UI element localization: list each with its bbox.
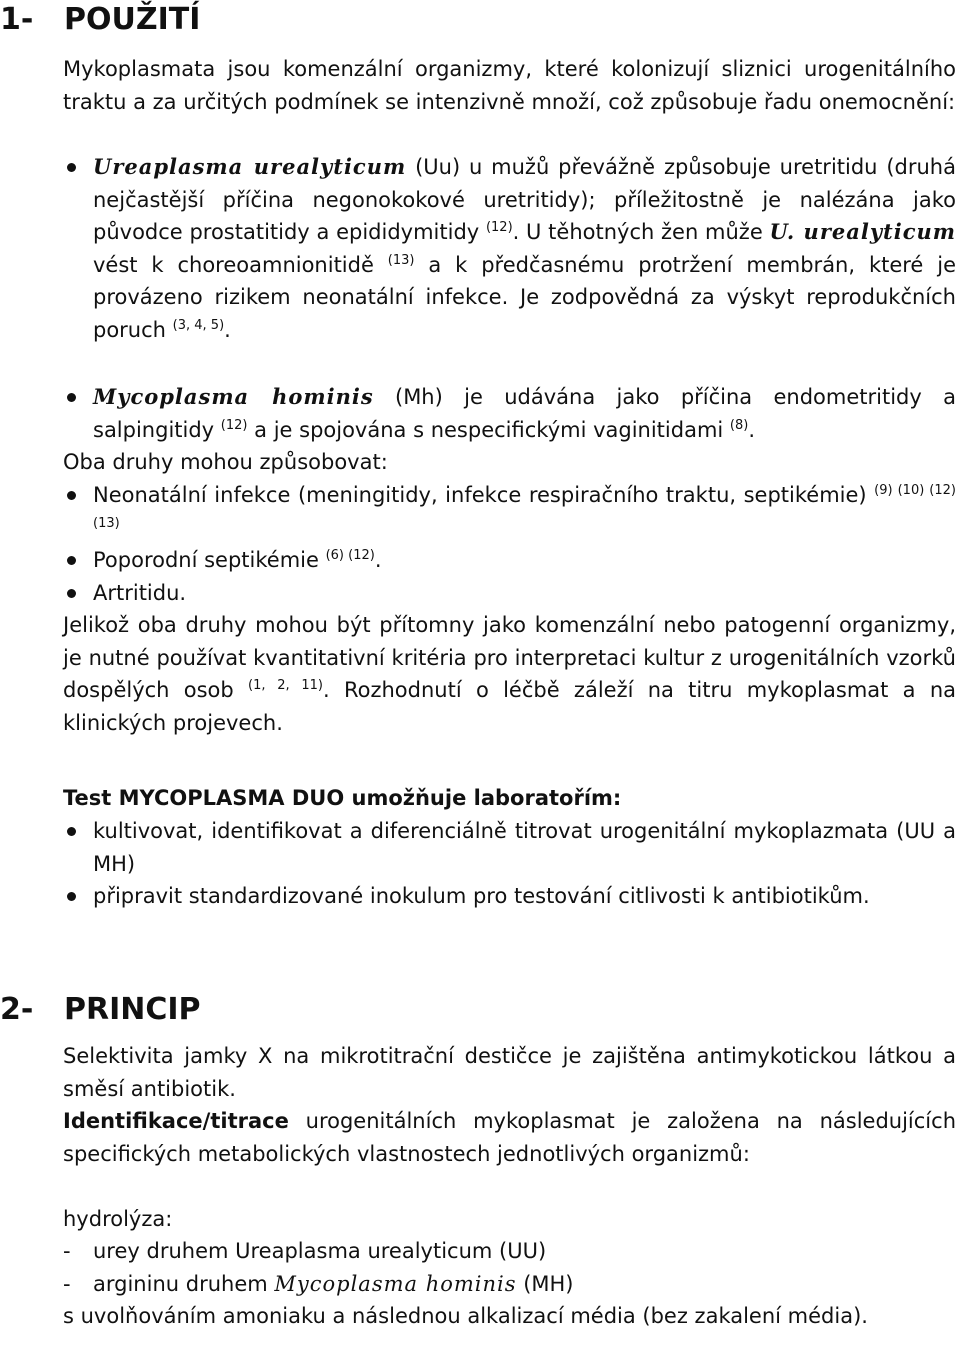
- selectivity-paragraph: Selektivita jamky X na mikrotitrační destičce je zajištěna antimykotickou látkou a směsí antibiotik.: [63, 1044, 956, 1101]
- section-2-title: PRINCIP: [64, 992, 201, 1027]
- bullet-text: a je spojována s nespecifickými vaginitidami: [247, 417, 730, 442]
- bullet-arthritis: [63, 577, 956, 610]
- bullet-ureaplasma: [63, 151, 956, 347]
- section-2-number: 2-: [0, 992, 34, 1027]
- bullet-mycoplasma-hominis: [63, 381, 956, 446]
- reference: (9) (10) (12) (13): [93, 483, 956, 531]
- test-bullet-cultivate: [63, 815, 956, 880]
- bullet-text: Neonatální infekce (meningitidy, infekce respiračního traktu, septikémie): [93, 483, 875, 507]
- bullet-text: .: [374, 548, 382, 572]
- section-1-title: POUŽITÍ: [64, 2, 201, 37]
- dash-marker: -: [63, 1239, 71, 1263]
- bullet-text: .: [748, 417, 756, 442]
- paragraph-text: . Rozhodnutí o léčbě záleží na titru mykoplasmat a na klinických projevech.: [63, 678, 956, 735]
- intro-paragraph: Mykoplasmata jsou komenzální organizmy, které kolonizují sliznici urogenitálního traktu a za určitých podmínek se intenzivně množí, což způsobuje řadu onemocnění:: [63, 57, 956, 114]
- bullet-dot-icon: [67, 589, 76, 598]
- test-bullet-inoculum: [63, 880, 956, 913]
- reference: (12): [220, 417, 248, 433]
- bullet-text: kultivovat, identifikovat a diferenciálně titrovat urogenitální mykoplazmata (UU a MH): [93, 819, 956, 876]
- section-1-number: 1-: [0, 2, 34, 37]
- bullet-text: a k předčasnému protržení membrán, které je provázeno rizikem neonatální infekce. Je zodpovědná za výskyt reprodukčních poruch: [93, 252, 956, 342]
- bullet-text: vést k choreoamnionitidě: [93, 252, 388, 277]
- dash-item-arginine: [63, 1268, 574, 1301]
- dash-text: (MH): [516, 1272, 574, 1296]
- bullet-text: . U těhotných žen může: [512, 220, 770, 245]
- reference: (8): [729, 417, 749, 433]
- test-heading: Test MYCOPLASMA DUO umožňuje laboratořím:: [63, 786, 622, 810]
- bullet-postpartum: [63, 544, 956, 577]
- bullet-dot-icon: [67, 892, 76, 901]
- identification-paragraph: [63, 1105, 956, 1170]
- reference: (3, 4, 5): [172, 317, 225, 333]
- reference: (1, 2, 11): [248, 678, 324, 694]
- reference: (6) (12): [325, 548, 375, 563]
- section-2-heading: [0, 992, 201, 1028]
- bullet-dot-icon: [67, 393, 76, 402]
- reference: (12): [485, 220, 513, 236]
- reference: (13): [387, 252, 415, 268]
- bullet-text: .: [224, 317, 231, 342]
- bullet-text: (Mh) je udávána jako příčina endometritidy a salpingitidy: [93, 385, 957, 442]
- paragraph-text: urogenitálních mykoplasmat je založena na následujících specifických metabolických vlastnostech jednotlivých organizmů:: [63, 1109, 956, 1166]
- quantitative-criteria-paragraph: [63, 609, 956, 739]
- paragraph-text: Jelikož oba druhy mohou být přítomny jako komenzální nebo patogenní organizmy, je nutné používat kvantitativní kritéria pro interpretaci kultur z urogenitálních vzorků dospělých osob: [63, 613, 956, 703]
- dash-item-urea: [63, 1235, 546, 1268]
- bullet-dot-icon: [67, 556, 76, 565]
- species-short: U. urealyticum: [769, 219, 956, 245]
- closing-paragraph: s uvolňováním amoniaku a následnou alkalizací média (bez zakalení média).: [63, 1304, 868, 1328]
- bullet-neonatal: [63, 479, 956, 544]
- hydrolysis-label: hydrolýza:: [63, 1207, 173, 1231]
- bullet-dot-icon: [67, 491, 76, 500]
- species-mycoplasma-hominis: Mycoplasma hominis: [274, 1272, 517, 1296]
- both-species-intro: Oba druhy mohou způsobovat:: [63, 450, 388, 474]
- bullet-text: připravit standardizované inokulum pro testování citlivosti k antibiotikům.: [93, 884, 870, 908]
- bullet-text: Poporodní septikémie: [93, 548, 326, 572]
- dash-text: argininu druhem: [93, 1272, 275, 1296]
- dash-text: urey druhem Ureaplasma urealyticum (UU): [93, 1239, 547, 1263]
- identification-lead: Identifikace/titrace: [63, 1109, 289, 1133]
- species-mycoplasma-hominis: Mycoplasma hominis: [93, 384, 374, 409]
- bullet-text: Artritidu.: [93, 581, 187, 605]
- dash-marker: -: [63, 1272, 71, 1296]
- bullet-dot-icon: [67, 163, 76, 172]
- species-ureaplasma: Ureaplasma urealyticum: [93, 154, 407, 179]
- bullet-dot-icon: [67, 827, 76, 836]
- bullet-text: (Uu) u mužů převážně způsobuje uretritidu (druhá nejčastější příčina negonokokové uretritidy); příležitostně je nalézána jako původce prostatitidy a epididymitidy: [93, 155, 956, 245]
- section-1-heading: [0, 2, 200, 38]
